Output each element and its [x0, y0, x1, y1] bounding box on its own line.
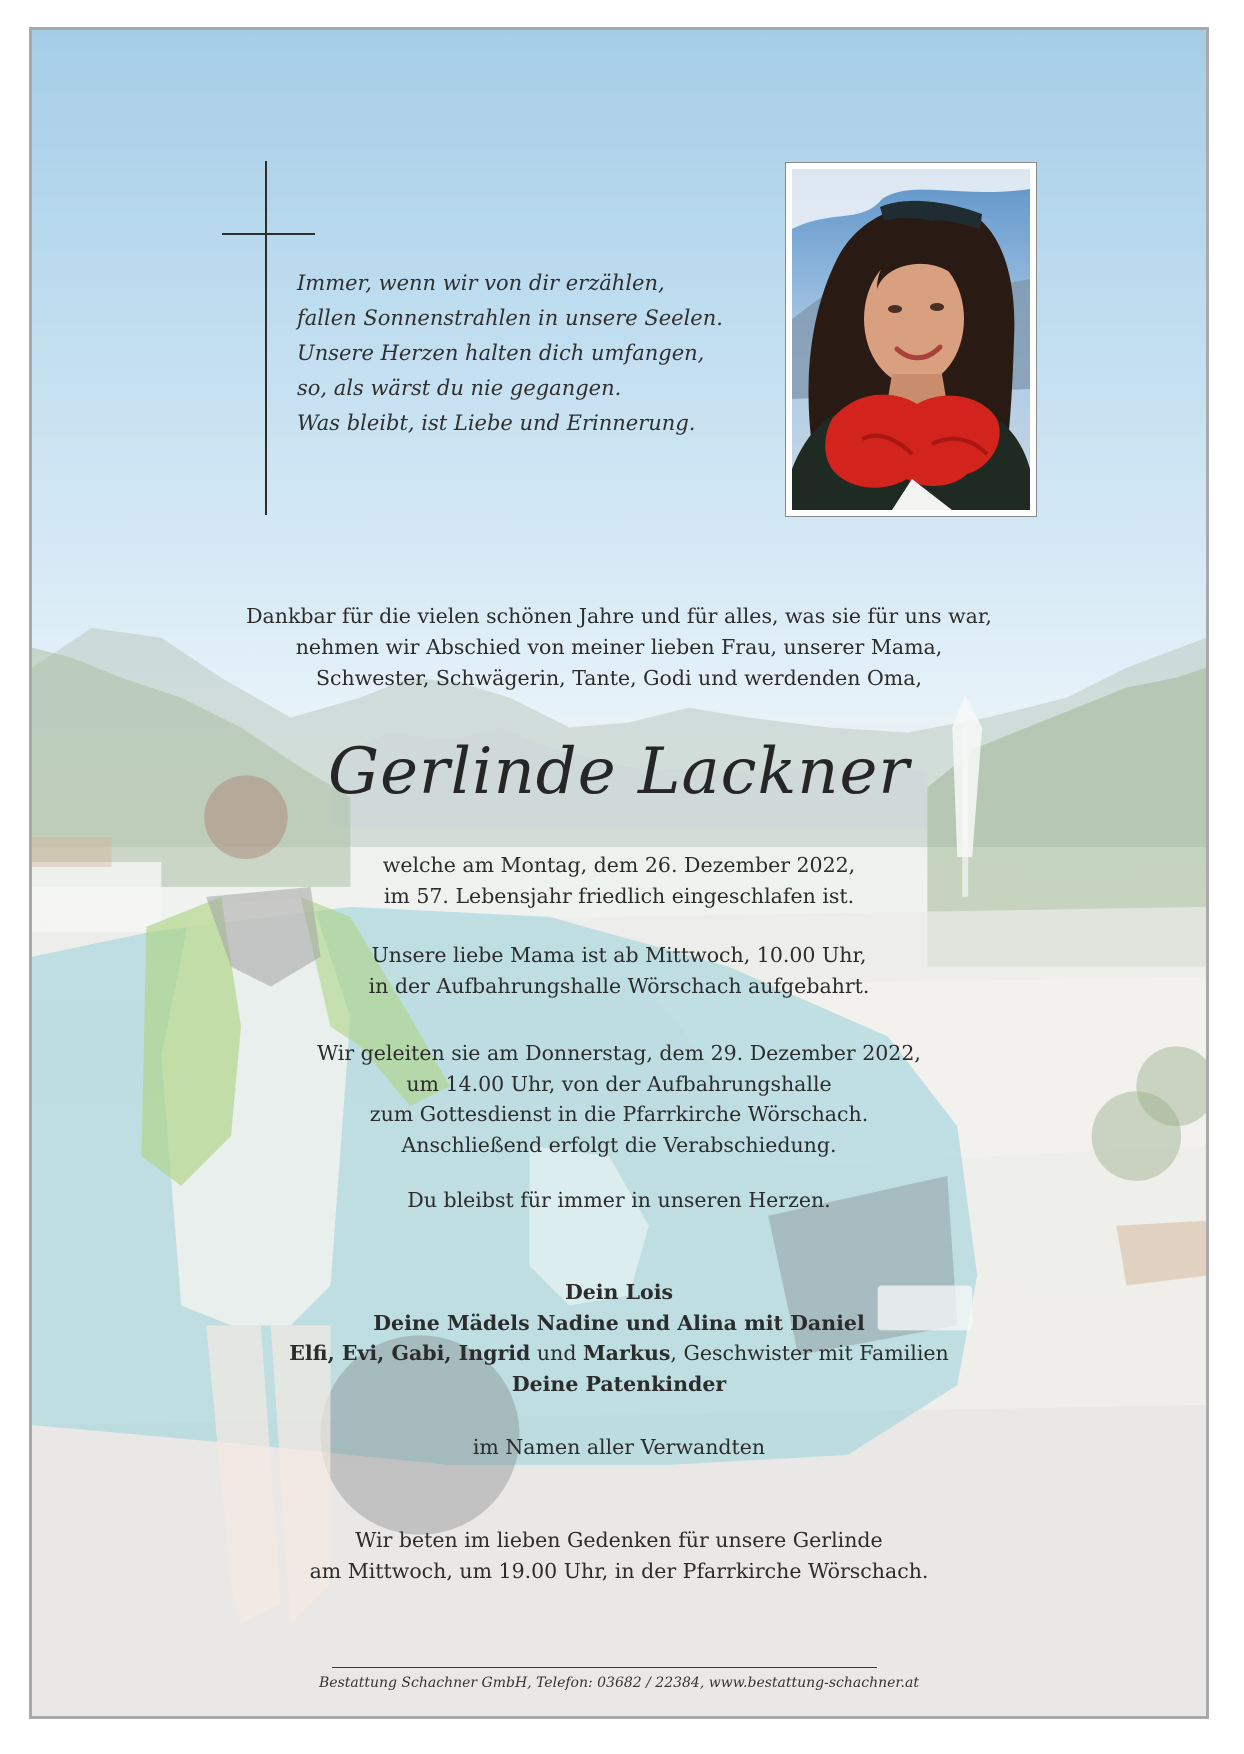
death-notice — [32, 850, 1206, 911]
poem-line: so, als wärst du nie gegangen. — [297, 376, 622, 400]
viewing-line: in der Aufbahrungshalle Wörschach aufgebahrt. — [368, 973, 870, 998]
footer-divider — [332, 1667, 877, 1668]
death-notice-line: im 57. Lebensjahr friedlich eingeschlafen ist. — [383, 883, 855, 908]
mourner-daughters: Deine Mädels Nadine und Alina mit Daniel — [373, 1310, 865, 1335]
poem-line: fallen Sonnenstrahlen in unsere Seelen. — [297, 306, 723, 330]
portrait-image — [792, 169, 1030, 510]
funeral-line: Wir geleiten sie am Donnerstag, dem 29. Dezember 2022, — [317, 1041, 921, 1065]
deceased-name: Gerlinde Lackner — [328, 735, 910, 809]
intro-line: nehmen wir Abschied von meiner lieben Frau, unserer Mama, — [295, 635, 943, 659]
cross-horizontal — [222, 233, 315, 235]
funeral-line: Anschließend erfolgt die Verabschiedung. — [401, 1132, 837, 1157]
funeral-line: um 14.00 Uhr, von der Aufbahrungshalle — [406, 1071, 832, 1096]
mourner-siblings: Elfi, Evi, Gabi, Ingrid und Markus, Geschwister mit Familien — [289, 1341, 949, 1365]
portrait-photo — [785, 162, 1037, 517]
farewell-line: Du bleibst für immer in unseren Herzen. — [407, 1188, 831, 1212]
cross-vertical — [265, 161, 267, 515]
intro-line: Dankbar für die vielen schönen Jahre und für alles, was sie für uns war, — [246, 604, 992, 628]
intro-text — [32, 601, 1206, 694]
funeral-line: zum Gottesdienst in die Pfarrkirche Wörschach. — [369, 1102, 869, 1126]
poem-line: Unsere Herzen halten dich umfangen, — [297, 341, 705, 365]
prayer-line: am Mittwoch, um 19.00 Uhr, in der Pfarrkirche Wörschach. — [309, 1558, 929, 1583]
relatives-line: im Namen aller Verwandten — [472, 1435, 766, 1459]
footer-undertaker: Bestattung Schachner GmbH, Telefon: 03682 / 22384, www.bestattung-schachner.at — [319, 1675, 919, 1691]
prayer-line: Wir beten im lieben Gedenken für unsere Gerlinde — [355, 1528, 883, 1552]
viewing-line: Unsere liebe Mama ist ab Mittwoch, 10.00 Uhr, — [371, 943, 867, 967]
viewing-info — [32, 940, 1206, 1001]
intro-line: Schwester, Schwägerin, Tante, Godi und werdenden Oma, — [316, 666, 922, 690]
memorial-poem — [297, 266, 737, 441]
poem-line: Immer, wenn wir von dir erzählen, — [297, 271, 665, 295]
death-notice-line: welche am Montag, dem 26. Dezember 2022, — [382, 853, 856, 877]
mourner-husband: Dein Lois — [564, 1280, 674, 1304]
poem-line: Was bleibt, ist Liebe und Erinnerung. — [297, 411, 696, 435]
prayer-info — [32, 1525, 1206, 1586]
obituary-sheet — [29, 27, 1209, 1719]
mourners-list — [32, 1277, 1206, 1399]
mourner-godchildren: Deine Patenkinder — [511, 1371, 727, 1396]
funeral-info — [32, 1038, 1206, 1160]
